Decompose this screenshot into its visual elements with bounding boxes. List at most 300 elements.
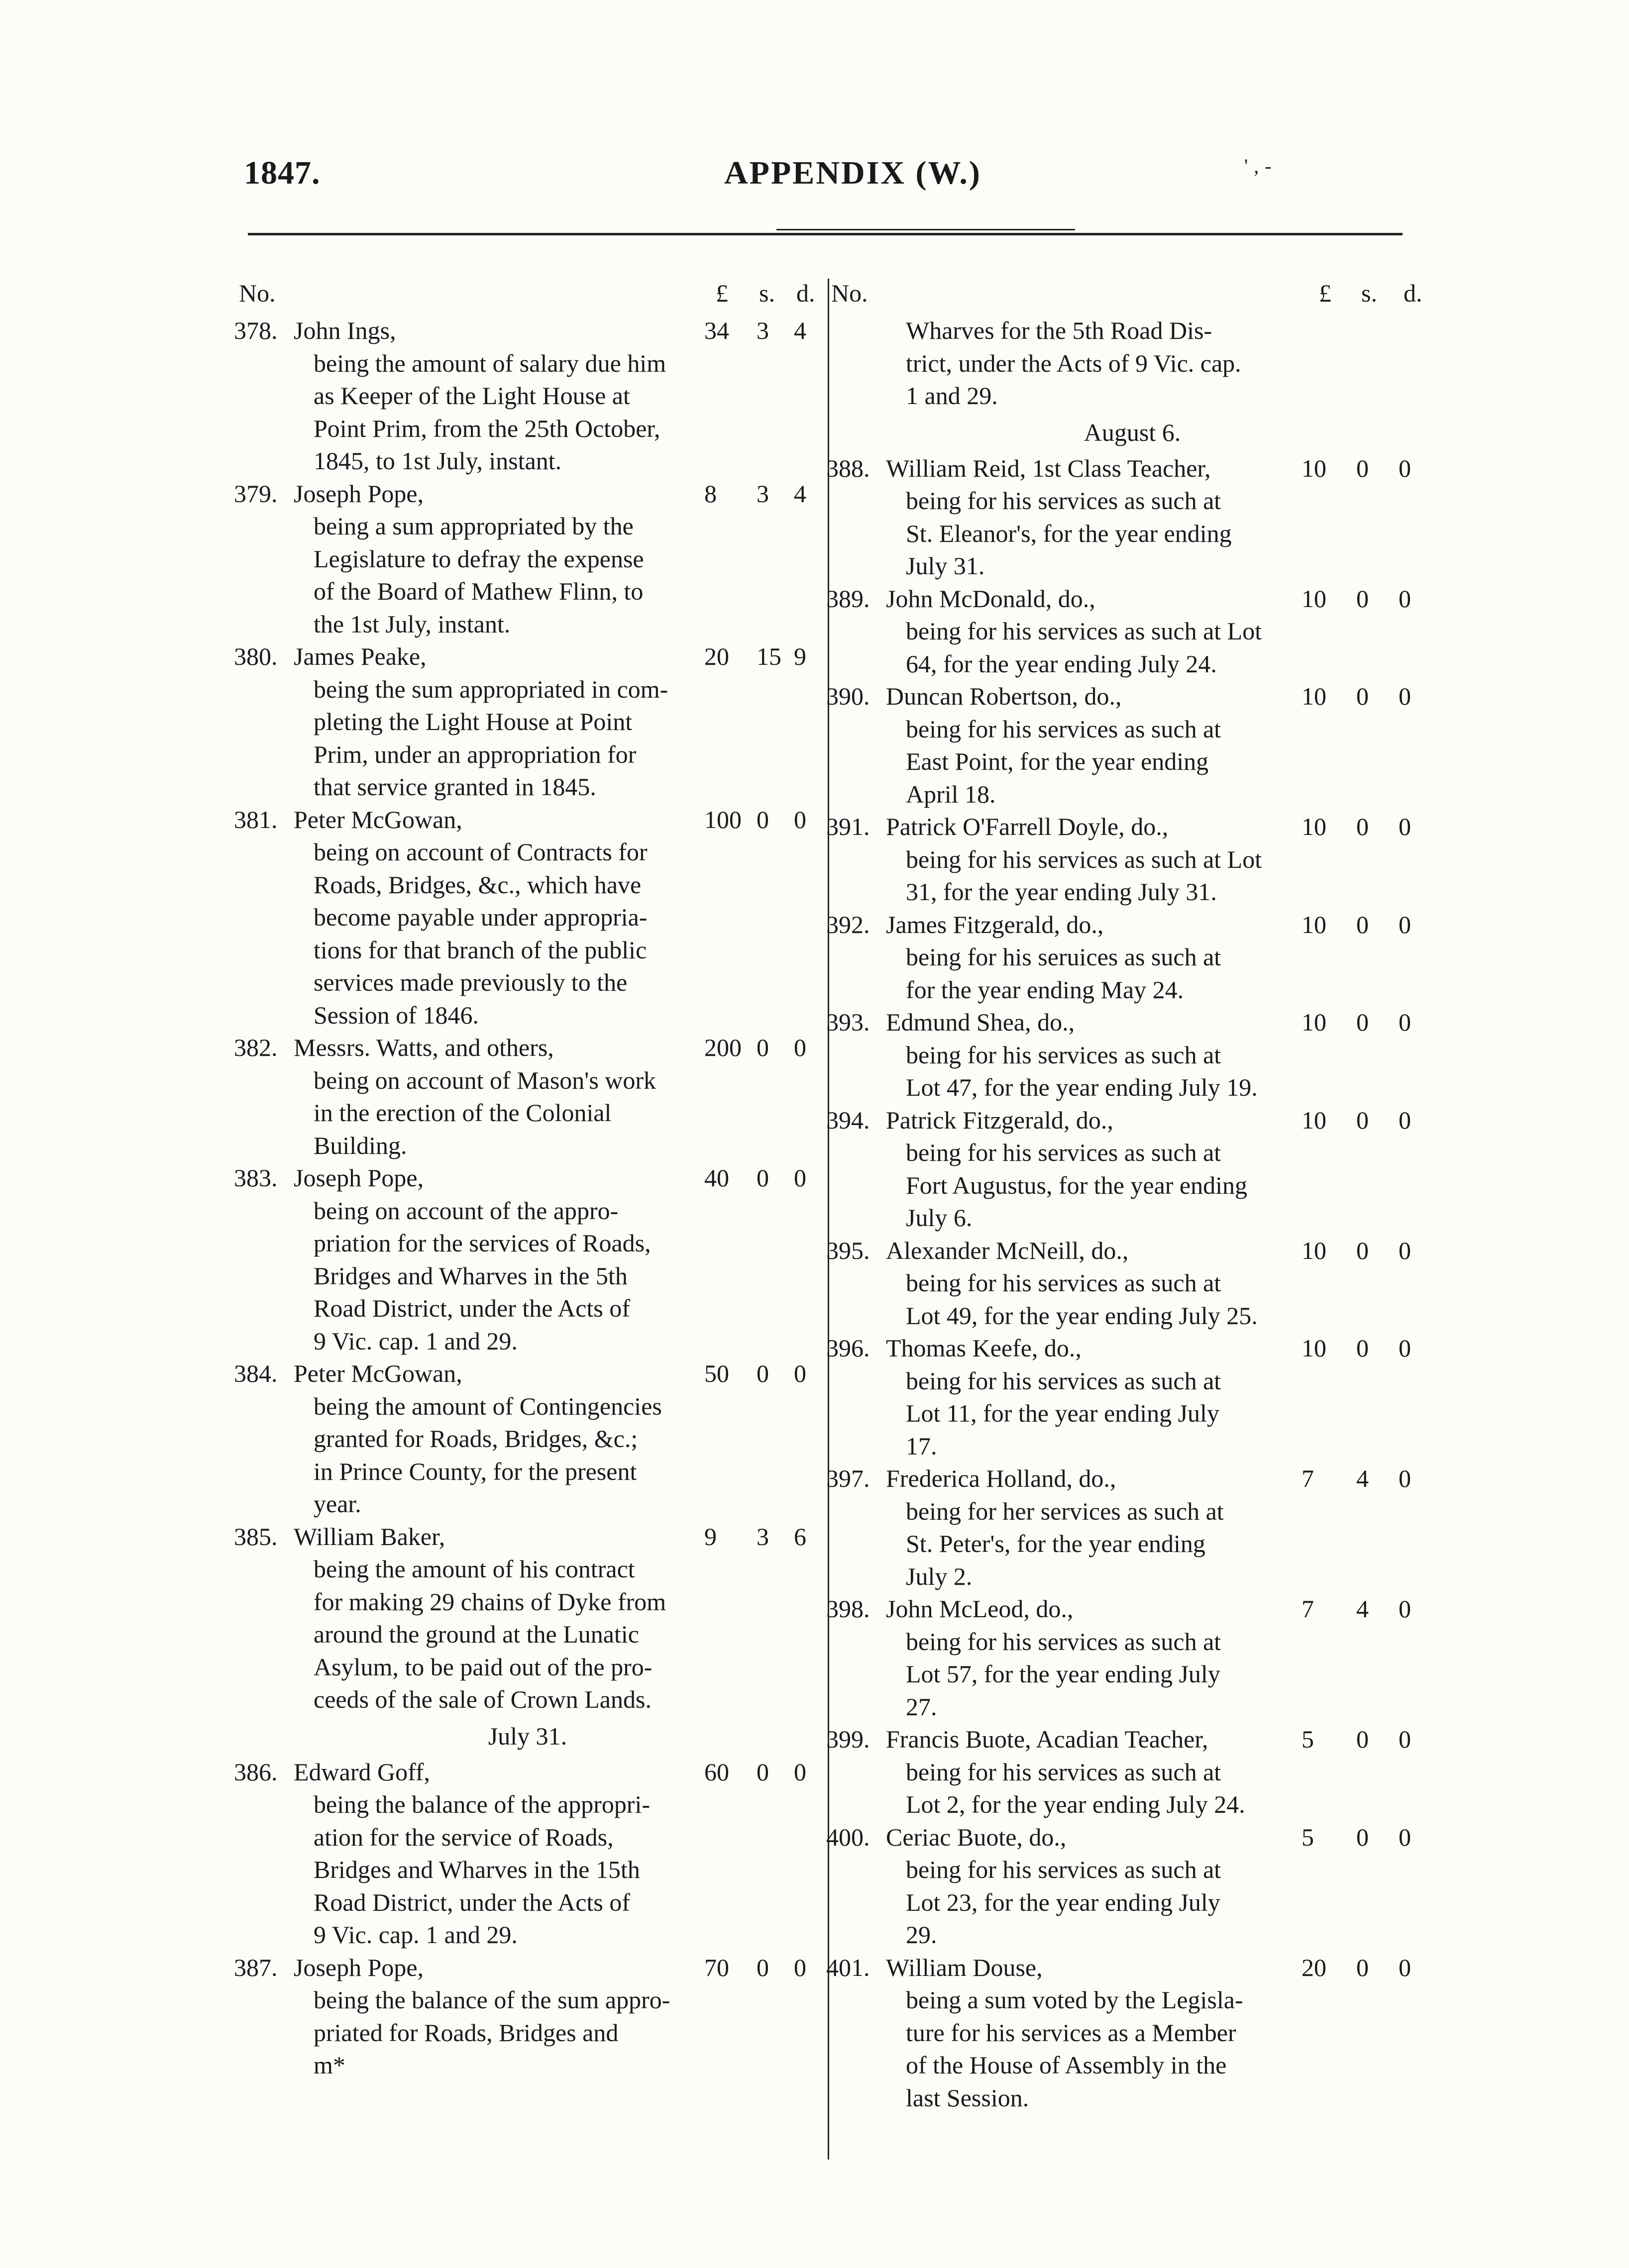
entry-description: for the year ending May 24. — [906, 975, 1184, 1004]
entry-description: year. — [314, 1490, 361, 1518]
entry-description-line — [234, 2049, 821, 2082]
entry-description-line — [826, 1886, 1438, 1919]
amount-pence: 0 — [1399, 1008, 1411, 1036]
entry-description-line — [234, 1919, 821, 1952]
entry-description: ation for the service of Roads, — [314, 1823, 614, 1851]
entry-first-line — [826, 1104, 1438, 1137]
entry-payee: Messrs. Watts, and others, — [294, 1033, 554, 1061]
page-year: 1847. — [244, 155, 321, 191]
ledger-entry — [234, 1521, 821, 1716]
entry-description-line — [826, 1169, 1438, 1202]
ledger-entry — [234, 314, 821, 478]
ledger-entry — [826, 811, 1438, 909]
amount-shillings: 0 — [1356, 682, 1369, 710]
entry-description: Lot 49, for the year ending July 25. — [906, 1301, 1258, 1330]
amount-pounds: 70 — [704, 1953, 729, 1981]
entry-description-line — [234, 869, 821, 902]
col-header-shillings: s. — [759, 279, 775, 307]
amount-pounds: 7 — [1302, 1464, 1314, 1492]
amount-pounds: 20 — [1302, 1953, 1326, 1981]
ledger-entry — [826, 1952, 1438, 2115]
entry-description-line — [234, 445, 821, 478]
entry-payee: Patrick O'Farrell Doyle, do., — [886, 813, 1169, 840]
entry-description-line — [826, 615, 1438, 648]
entry-description-line — [234, 1097, 821, 1130]
entry-description: being for his services as such at — [906, 715, 1221, 743]
entry-description-line — [234, 836, 821, 869]
entry-description-line — [826, 648, 1438, 681]
entry-description-line — [826, 1267, 1438, 1300]
right-column-header — [826, 279, 1438, 314]
entry-description: Session of 1846. — [314, 1001, 479, 1029]
entry-number: 386. — [234, 1757, 278, 1786]
entry-description: Fort Augustus, for the year ending — [906, 1171, 1248, 1199]
entry-description-line — [234, 1886, 821, 1919]
entry-description: Bridges and Wharves in the 15th — [314, 1856, 640, 1883]
amount-pounds: 50 — [704, 1359, 729, 1387]
header-mark: ' , - — [1244, 155, 1272, 177]
entry-payee: Joseph Pope, — [294, 479, 424, 508]
entry-first-line — [234, 1756, 821, 1789]
ledger-entry — [826, 583, 1438, 681]
col-header-no: No. — [239, 279, 276, 307]
entry-description-line — [826, 1430, 1438, 1463]
entry-description-line — [826, 876, 1438, 909]
amount-shillings: 0 — [1356, 1823, 1369, 1851]
entry-number: 401. — [826, 1953, 870, 1981]
entry-description: Wharves for the 5th Road Dis- — [906, 316, 1212, 344]
entry-description-line — [826, 1626, 1438, 1658]
entry-description: being a sum appropriated by the — [314, 512, 634, 540]
entry-number: 396. — [826, 1334, 870, 1362]
entry-description-line — [826, 1658, 1438, 1691]
entry-description: being for his services as such at — [906, 1269, 1221, 1297]
entry-description: July 6. — [906, 1204, 973, 1232]
entry-description: Lot 2, for the year ending July 24. — [906, 1790, 1245, 1818]
amount-pounds: 5 — [1302, 1823, 1314, 1851]
entry-first-line — [234, 314, 821, 347]
entry-description: Prim, under an appropriation for — [314, 740, 637, 768]
amount-pence: 4 — [794, 316, 806, 344]
entry-description: July 2. — [906, 1562, 973, 1590]
amount-shillings: 0 — [757, 1164, 769, 1192]
entry-description-line — [234, 999, 821, 1032]
entry-first-line — [826, 1006, 1438, 1039]
page-title: APPENDIX (W.) — [724, 155, 981, 191]
amount-pence: 0 — [1399, 1334, 1411, 1362]
entry-description: being for his services as such at Lot — [906, 617, 1262, 645]
amount-pence: 0 — [1399, 1823, 1411, 1851]
entry-payee: Ceriac Buote, do., — [886, 1823, 1067, 1851]
amount-shillings: 3 — [757, 1522, 769, 1550]
entry-first-line — [826, 1952, 1438, 1984]
entry-first-line — [234, 804, 821, 836]
entry-description-line — [826, 314, 1438, 347]
entry-first-line — [234, 1031, 821, 1064]
entry-description: around the ground at the Lunatic — [314, 1620, 639, 1648]
entry-description: as Keeper of the Light House at — [314, 382, 630, 410]
entry-description-line — [234, 1064, 821, 1097]
entry-description: ceeds of the sale of Crown Lands. — [314, 1685, 652, 1713]
entry-first-line — [826, 1332, 1438, 1365]
entry-description-line — [234, 1854, 821, 1886]
entry-payee: Edmund Shea, do., — [886, 1008, 1075, 1036]
entry-description-line — [234, 901, 821, 934]
entry-first-line — [826, 583, 1438, 616]
entry-description-line — [234, 1227, 821, 1260]
ledger-entry — [234, 1357, 821, 1521]
amount-shillings: 0 — [1356, 1953, 1369, 1981]
entry-payee: William Douse, — [886, 1953, 1043, 1981]
entry-description: Bridges and Wharves in the 5th — [314, 1261, 628, 1290]
entry-description: Point Prim, from the 25th October, — [314, 414, 660, 442]
entry-payee: Francis Buote, Acadian Teacher, — [886, 1725, 1208, 1753]
entry-description: trict, under the Acts of 9 Vic. cap. — [906, 349, 1241, 377]
entry-payee: Duncan Robertson, do., — [886, 682, 1122, 710]
entry-number: 380. — [234, 642, 278, 670]
ledger-entry — [826, 909, 1438, 1007]
amount-shillings: 0 — [757, 1359, 769, 1387]
entry-payee: Patrick Fitzgerald, do., — [886, 1106, 1113, 1134]
entry-description: priated for Roads, Bridges and — [314, 2018, 619, 2047]
ledger-entry — [234, 1162, 821, 1357]
entry-payee: Joseph Pope, — [294, 1164, 424, 1192]
entry-description: being the amount of his contract — [314, 1555, 635, 1583]
entry-description: being for his services as such at — [906, 487, 1221, 515]
entry-number: 385. — [234, 1522, 278, 1550]
entry-description: being on account of Contracts for — [314, 838, 648, 866]
entry-description-line — [234, 1130, 821, 1162]
entry-description: Roads, Bridges, &c., which have — [314, 870, 642, 899]
entry-description: being for his services as such at Lot — [906, 845, 1262, 873]
entry-description: being for his services as such at — [906, 1138, 1221, 1166]
entry-number: 391. — [826, 813, 870, 840]
entry-description-line — [826, 1528, 1438, 1560]
amount-shillings: 4 — [1356, 1464, 1369, 1492]
entry-description-line — [234, 1325, 821, 1358]
entry-description-line — [826, 2082, 1438, 2115]
amount-pounds: 8 — [704, 479, 717, 508]
amount-pence: 0 — [1399, 1106, 1411, 1134]
amount-pounds: 7 — [1302, 1595, 1314, 1623]
entry-description: being for her services as such at — [906, 1497, 1224, 1525]
section-date: July 31. — [488, 1722, 567, 1750]
amount-pounds: 10 — [1302, 1334, 1326, 1362]
entry-description: East Point, for the year ending — [906, 747, 1209, 775]
entry-description: 9 Vic. cap. 1 and 29. — [314, 1921, 518, 1949]
entry-description: 31, for the year ending July 31. — [906, 878, 1217, 906]
entry-payee: Frederica Holland, do., — [886, 1464, 1116, 1492]
col-header-pounds: £ — [1319, 279, 1331, 307]
entry-description-line — [826, 1071, 1438, 1104]
entry-description-line — [826, 974, 1438, 1007]
amount-shillings: 0 — [1356, 454, 1369, 482]
amount-shillings: 0 — [757, 1033, 769, 1061]
entry-payee: William Baker, — [294, 1522, 445, 1550]
entry-payee: John McLeod, do., — [886, 1595, 1074, 1623]
entry-description: Legislature to defray the expense — [314, 544, 644, 573]
entry-number: 399. — [826, 1725, 870, 1753]
entry-number: 394. — [826, 1106, 870, 1134]
entry-first-line — [826, 680, 1438, 713]
entry-description-line — [234, 1260, 821, 1293]
amount-pence: 0 — [1399, 682, 1411, 710]
entry-description: Road District, under the Acts of — [314, 1294, 630, 1322]
entry-description: July 31. — [906, 552, 985, 580]
amount-pounds: 34 — [704, 316, 729, 344]
entry-description: being for his services as such at — [906, 1856, 1221, 1883]
amount-pence: 0 — [1399, 1595, 1411, 1623]
entry-description-line — [234, 2017, 821, 2050]
amount-pence: 0 — [794, 1953, 806, 1981]
entry-description: last Session. — [906, 2083, 1029, 2112]
entry-first-line — [826, 909, 1438, 941]
entry-description-line — [826, 1756, 1438, 1789]
amount-shillings: 0 — [1356, 1106, 1369, 1134]
entry-description-line — [234, 673, 821, 706]
entry-description: priation for the services of Roads, — [314, 1229, 651, 1257]
entry-description: 9 Vic. cap. 1 and 29. — [314, 1327, 518, 1355]
entry-description: for making 29 chains of Dyke from — [314, 1587, 666, 1616]
amount-pence: 0 — [1399, 1464, 1411, 1492]
amount-shillings: 0 — [757, 1953, 769, 1981]
left-entry-list — [234, 314, 821, 2082]
amount-pounds: 10 — [1302, 682, 1326, 710]
left-column-header — [234, 279, 821, 314]
amount-pence: 0 — [1399, 1725, 1411, 1753]
entry-payee: James Peake, — [294, 642, 427, 670]
col-header-pounds: £ — [716, 279, 728, 307]
entry-description: m* — [314, 2051, 345, 2079]
entry-description-line — [234, 1618, 821, 1651]
entry-description-line — [826, 1495, 1438, 1528]
entry-description: 1845, to 1st July, instant. — [314, 447, 562, 475]
entry-description: Asylum, to be paid out of the pro- — [314, 1652, 652, 1681]
entry-number: 378. — [234, 316, 278, 344]
header-rule-accent — [776, 229, 1075, 230]
entry-description-line — [826, 1039, 1438, 1072]
entry-description: St. Peter's, for the year ending — [906, 1530, 1205, 1557]
entry-first-line — [826, 1821, 1438, 1854]
amount-pence: 0 — [794, 805, 806, 833]
col-header-shillings: s. — [1361, 279, 1377, 307]
entry-description-line — [826, 517, 1438, 550]
amount-pounds: 200 — [704, 1033, 742, 1061]
amount-pence: 9 — [794, 642, 806, 670]
amount-pounds: 10 — [1302, 813, 1326, 840]
entry-payee: Peter McGowan, — [294, 805, 462, 833]
entry-description-line — [234, 771, 821, 804]
amount-pounds: 40 — [704, 1164, 729, 1192]
entry-description-line — [234, 380, 821, 412]
amount-pounds: 100 — [704, 805, 742, 833]
entry-description-line — [826, 1300, 1438, 1333]
entry-first-line — [234, 1357, 821, 1390]
entry-description: of the House of Assembly in the — [906, 2051, 1227, 2079]
entry-description-line — [826, 1397, 1438, 1430]
entry-description: being the balance of the appropri- — [314, 1790, 651, 1818]
entry-description-line — [826, 745, 1438, 778]
entry-payee: John McDonald, do., — [886, 584, 1095, 613]
entry-description: being for his seruices as such at — [906, 943, 1221, 971]
entry-description: being the amount of Contingencies — [314, 1392, 662, 1420]
entry-description-line — [826, 1560, 1438, 1593]
amount-pounds: 10 — [1302, 454, 1326, 482]
entry-description: the 1st July, instant. — [314, 610, 511, 638]
entry-description: St. Eleanor's, for the year ending — [906, 519, 1232, 547]
amount-pence: 0 — [794, 1164, 806, 1192]
entry-description-line — [826, 713, 1438, 746]
entry-description-line — [826, 1984, 1438, 2017]
amount-shillings: 0 — [1356, 1008, 1369, 1036]
entry-description-line — [234, 1984, 821, 2017]
ledger-entry — [234, 478, 821, 641]
entry-number: 397. — [826, 1464, 870, 1492]
entry-number: 389. — [826, 584, 870, 613]
entry-first-line — [234, 1952, 821, 1984]
ledger-entry — [826, 1104, 1438, 1235]
entry-description: 17. — [906, 1432, 937, 1460]
entry-description: being for his services as such at — [906, 1627, 1221, 1655]
amount-shillings: 3 — [757, 479, 769, 508]
ledger-entry — [826, 1006, 1438, 1104]
entry-payee: William Reid, 1st Class Teacher, — [886, 454, 1211, 482]
entry-description-line — [234, 1651, 821, 1684]
entry-description-line — [826, 778, 1438, 811]
entry-payee: Peter McGowan, — [294, 1359, 462, 1387]
entry-description: being for his services as such at — [906, 1366, 1221, 1395]
ledger-entry — [234, 1952, 821, 2082]
amount-pence: 0 — [1399, 910, 1411, 938]
amount-shillings: 0 — [757, 1757, 769, 1786]
entry-description-line — [826, 1854, 1438, 1886]
amount-pounds: 10 — [1302, 1236, 1326, 1264]
entry-first-line — [826, 1723, 1438, 1756]
col-header-no: No. — [831, 279, 868, 307]
entry-description: granted for Roads, Bridges, &c.; — [314, 1425, 638, 1452]
entry-description-line — [826, 380, 1438, 412]
entry-description-line — [826, 1202, 1438, 1235]
entry-description: in the erection of the Colonial — [314, 1099, 612, 1127]
entry-payee: John Ings, — [294, 316, 396, 344]
entry-number: 388. — [826, 454, 870, 482]
entry-description-line — [826, 485, 1438, 517]
col-header-pence: d. — [796, 279, 815, 307]
entry-description-line — [826, 2049, 1438, 2082]
entry-description: 1 and 29. — [906, 382, 998, 410]
entry-description: in Prince County, for the present — [314, 1457, 637, 1485]
amount-shillings: 4 — [1356, 1595, 1369, 1623]
amount-shillings: 0 — [1356, 910, 1369, 938]
amount-pence: 0 — [1399, 454, 1411, 482]
amount-pence: 4 — [794, 479, 806, 508]
amount-pounds: 10 — [1302, 910, 1326, 938]
entry-description-line — [234, 706, 821, 738]
entry-description: being the balance of the sum appro- — [314, 1986, 670, 2014]
entry-first-line — [826, 811, 1438, 843]
entry-description-line — [826, 941, 1438, 974]
entry-description: being for his services as such at — [906, 1040, 1221, 1069]
entry-description: being the sum appropriated in com- — [314, 675, 668, 703]
ledger-entry — [234, 1756, 821, 1952]
entry-description-line — [826, 843, 1438, 876]
entry-description-line — [234, 1195, 821, 1228]
ledger-entry — [826, 1332, 1438, 1462]
entry-description: Lot 57, for the year ending July — [906, 1660, 1220, 1688]
entry-number: 384. — [234, 1359, 278, 1387]
entry-payee: Joseph Pope, — [294, 1953, 424, 1981]
entry-number: 390. — [826, 682, 870, 710]
ledger-entry — [234, 804, 821, 1032]
entry-description-line — [234, 543, 821, 576]
entry-number: 398. — [826, 1595, 870, 1623]
amount-pence: 0 — [794, 1757, 806, 1786]
ledger-entry — [234, 640, 821, 804]
ledger-entry — [826, 1462, 1438, 1593]
entry-number: 381. — [234, 805, 278, 833]
entry-description-line — [234, 1423, 821, 1455]
amount-pence: 0 — [1399, 813, 1411, 840]
entry-description-line — [826, 550, 1438, 583]
entry-description: 64, for the year ending July 24. — [906, 649, 1217, 678]
amount-shillings: 0 — [1356, 584, 1369, 613]
entry-description: April 18. — [906, 780, 996, 808]
entry-number: 387. — [234, 1953, 278, 1981]
entry-description-line — [234, 1390, 821, 1423]
entry-first-line — [234, 478, 821, 511]
header-rule — [248, 233, 1403, 235]
entry-description-line — [234, 347, 821, 380]
entry-description: Lot 11, for the year ending July — [906, 1399, 1219, 1427]
entry-number: 395. — [826, 1236, 870, 1264]
entry-description-line — [826, 1136, 1438, 1169]
entry-description: pleting the Light House at Point — [314, 708, 633, 735]
entry-number: 383. — [234, 1164, 278, 1192]
amount-pence: 0 — [794, 1033, 806, 1061]
entry-description-line — [826, 1788, 1438, 1821]
entry-payee: Thomas Keefe, do., — [886, 1334, 1082, 1362]
entry-first-line — [826, 1235, 1438, 1267]
entry-first-line — [826, 1462, 1438, 1495]
entry-description: of the Board of Mathew Flinn, to — [314, 577, 644, 605]
amount-pence: 0 — [1399, 1236, 1411, 1264]
amount-pence: 6 — [794, 1522, 806, 1550]
ledger-entry-continued — [826, 314, 1438, 412]
amount-shillings: 0 — [757, 805, 769, 833]
entry-description: Building. — [314, 1131, 407, 1159]
entry-description-line — [234, 412, 821, 445]
entry-number: 379. — [234, 479, 278, 508]
entry-description: being the amount of salary due him — [314, 349, 666, 377]
entry-description: Lot 47, for the year ending July 19. — [906, 1073, 1258, 1101]
entry-description-line — [826, 2017, 1438, 2050]
entry-description-line — [234, 1683, 821, 1716]
entry-description: 29. — [906, 1921, 937, 1949]
entry-description-line — [826, 1691, 1438, 1724]
amount-pence: 0 — [1399, 1953, 1411, 1981]
ledger-entry — [826, 1723, 1438, 1821]
ledger-entry — [234, 1031, 821, 1162]
amount-pounds: 20 — [704, 642, 729, 670]
entry-first-line — [234, 640, 821, 673]
entry-payee: Alexander McNeill, do., — [886, 1236, 1129, 1264]
entry-description: Lot 23, for the year ending July — [906, 1888, 1220, 1916]
entry-description-line — [234, 738, 821, 771]
entry-description: being on account of the appro- — [314, 1196, 619, 1225]
left-column — [234, 279, 821, 2082]
entry-description-line — [234, 510, 821, 543]
entry-number: 392. — [826, 910, 870, 938]
